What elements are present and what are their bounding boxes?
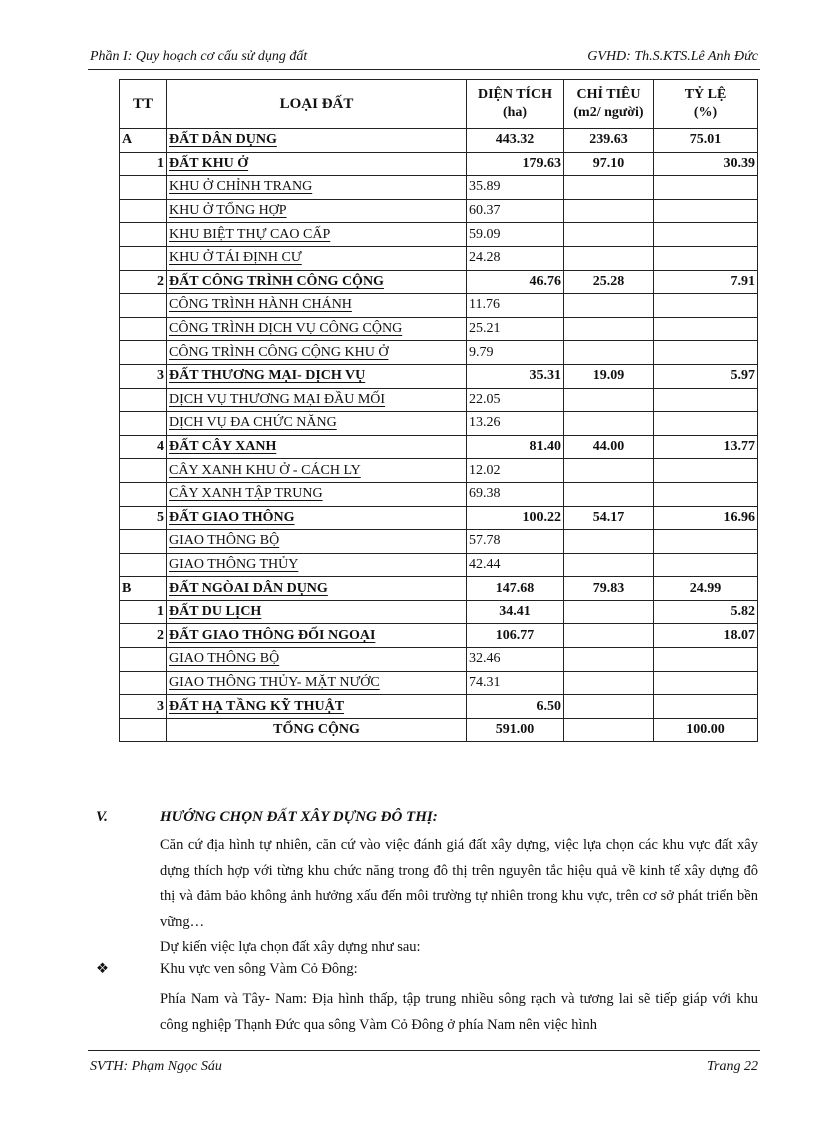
col-header-loai-dat: LOẠI ĐẤT (167, 80, 467, 129)
section-heading (96, 809, 438, 826)
row-tt (120, 412, 167, 436)
table-row (120, 553, 758, 577)
row-tt (120, 553, 167, 577)
row-tt: 1 (120, 152, 167, 176)
header-advisor: GVHD: Th.S.KTS.Lê Anh Đức (587, 49, 758, 64)
row-area: 25.21 (467, 317, 564, 341)
row-name: ĐẤT CÔNG TRÌNH CÔNG CỘNG (167, 270, 467, 294)
table-row-group (120, 506, 758, 530)
row-index (564, 459, 654, 483)
row-ratio (654, 294, 758, 318)
row-name: ĐẤT DÂN DỤNG (167, 129, 467, 153)
ty-le-unit: (%) (693, 105, 718, 120)
row-tt (120, 199, 167, 223)
row-ratio (654, 530, 758, 554)
table-row-group (120, 270, 758, 294)
row-area: 35.89 (467, 176, 564, 200)
row-tt: 3 (120, 364, 167, 388)
row-name: GIAO THÔNG BỘ (167, 648, 467, 672)
row-index (564, 246, 654, 270)
row-name: ĐẤT GIAO THÔNG ĐỐI NGOẠI (167, 624, 467, 648)
row-index (564, 317, 654, 341)
col-header-tt: TT (120, 80, 167, 129)
paragraph-1: Căn cứ địa hình tự nhiên, căn cứ vào việc đánh giá đất xây dựng, việc lựa chọn các khu vực đất xây dựng thích hợp với từng khu chức năng trong đô thị trên nguyên tắc hiệu quả về kinh tế xây dựng đô thị và đảm bảo không ảnh hưởng xấu đến môi trường tự nhiên trong khu vực, trên cơ sở phát triển bền vững… (160, 837, 758, 930)
table-row (120, 388, 758, 412)
row-name: KHU Ở CHỈNH TRANG (167, 176, 467, 200)
table-row (120, 176, 758, 200)
row-ratio (654, 412, 758, 436)
table-row (120, 459, 758, 483)
row-area: 59.09 (467, 223, 564, 247)
row-index (564, 294, 654, 318)
row-ratio (654, 695, 758, 719)
row-name: DỊCH VỤ ĐA CHỨC NĂNG (167, 412, 467, 436)
row-area: 6.50 (467, 695, 564, 719)
row-index (564, 648, 654, 672)
row-area: 32.46 (467, 648, 564, 672)
row-ratio (654, 223, 758, 247)
row-tt: A (120, 129, 167, 153)
row-tt (120, 671, 167, 695)
row-ratio: 24.99 (654, 577, 758, 601)
table-row-group (120, 624, 758, 648)
row-name: CÔNG TRÌNH CÔNG CỘNG KHU Ở (167, 341, 467, 365)
footer-rule (88, 1050, 760, 1051)
row-index (564, 695, 654, 719)
row-ratio (654, 648, 758, 672)
row-index (564, 671, 654, 695)
row-tt: 3 (120, 695, 167, 719)
row-index: 19.09 (564, 364, 654, 388)
row-index: 239.63 (564, 129, 654, 153)
total-area: 591.00 (467, 718, 564, 742)
row-area: 13.26 (467, 412, 564, 436)
row-name: CÂY XANH TẬP TRUNG (167, 482, 467, 506)
row-name: KHU BIỆT THỰ CAO CẤP (167, 223, 467, 247)
chi-tieu-label: CHỈ TIÊU (576, 87, 641, 102)
row-name: CÂY XANH KHU Ở - CÁCH LY (167, 459, 467, 483)
row-area: 147.68 (467, 577, 564, 601)
row-area: 100.22 (467, 506, 564, 530)
row-index (564, 199, 654, 223)
table-row-group (120, 364, 758, 388)
row-ratio (654, 246, 758, 270)
header-chapter: Phần I: Quy hoạch cơ cấu sử dụng đất (90, 49, 308, 64)
row-index (564, 482, 654, 506)
table-row (120, 199, 758, 223)
row-area: 81.40 (467, 435, 564, 459)
row-name: CÔNG TRÌNH DỊCH VỤ CÔNG CỘNG (167, 317, 467, 341)
row-name: ĐẤT CÂY XANH (167, 435, 467, 459)
row-ratio: 5.97 (654, 364, 758, 388)
table-row (120, 648, 758, 672)
total-index (564, 718, 654, 742)
row-index: 54.17 (564, 506, 654, 530)
row-name: DỊCH VỤ THƯƠNG MẠI ĐẦU MỐI (167, 388, 467, 412)
row-index (564, 388, 654, 412)
bullet-text: Khu vực ven sông Vàm Cỏ Đông: (160, 961, 358, 977)
col-header-ty-le (654, 80, 758, 129)
row-area: 69.38 (467, 482, 564, 506)
row-index (564, 176, 654, 200)
row-area: 34.41 (467, 600, 564, 624)
table-row-group (120, 695, 758, 719)
row-index (564, 600, 654, 624)
row-index (564, 341, 654, 365)
row-area: 74.31 (467, 671, 564, 695)
row-tt (120, 294, 167, 318)
row-ratio: 13.77 (654, 435, 758, 459)
row-name: ĐẤT DU LỊCH (167, 600, 467, 624)
row-index (564, 553, 654, 577)
row-name: ĐẤT THƯƠNG MẠI- DỊCH VỤ (167, 364, 467, 388)
row-index: 25.28 (564, 270, 654, 294)
row-tt: 5 (120, 506, 167, 530)
row-area: 12.02 (467, 459, 564, 483)
row-index: 97.10 (564, 152, 654, 176)
table-row-group (120, 435, 758, 459)
bullet-item (96, 961, 358, 978)
table-row (120, 223, 758, 247)
row-area: 24.28 (467, 246, 564, 270)
row-ratio (654, 459, 758, 483)
row-tt (120, 718, 167, 742)
row-ratio (654, 671, 758, 695)
row-tt (120, 530, 167, 554)
diamond-bullet-icon: ❖ (96, 961, 109, 977)
paragraph-3: Phía Nam và Tây- Nam: Địa hình thấp, tập trung nhiều sông rạch và tương lai sẽ tiếp giáp với khu công nghiệp Thạnh Đức qua sông Vàm Cỏ Đông ở phía Nam nên việc hình (160, 991, 758, 1033)
row-name: ĐẤT KHU Ở (167, 152, 467, 176)
col-header-chi-tieu (564, 80, 654, 129)
row-tt (120, 482, 167, 506)
row-name: GIAO THÔNG THỦY (167, 553, 467, 577)
row-area: 42.44 (467, 553, 564, 577)
table-row (120, 246, 758, 270)
row-ratio (654, 553, 758, 577)
table-row (120, 412, 758, 436)
row-ratio: 75.01 (654, 129, 758, 153)
table-row-group (120, 600, 758, 624)
row-name: GIAO THÔNG THỦY- MẶT NƯỚC (167, 671, 467, 695)
table-header-row (120, 80, 758, 129)
row-tt: 4 (120, 435, 167, 459)
row-ratio (654, 388, 758, 412)
row-tt: 2 (120, 624, 167, 648)
row-tt (120, 459, 167, 483)
page-number: Trang 22 (707, 1059, 758, 1074)
row-area: 22.05 (467, 388, 564, 412)
col-header-dien-tich (467, 80, 564, 129)
table-row-section-b (120, 577, 758, 601)
chi-tieu-unit: (m2/ người) (573, 105, 644, 120)
table-row (120, 341, 758, 365)
table-row (120, 482, 758, 506)
row-index (564, 223, 654, 247)
row-ratio: 16.96 (654, 506, 758, 530)
table-row (120, 294, 758, 318)
row-tt (120, 176, 167, 200)
row-name: ĐẤT HẠ TẦNG KỸ THUẬT (167, 695, 467, 719)
total-label: TỔNG CỘNG (167, 718, 467, 742)
row-index (564, 530, 654, 554)
row-area: 57.78 (467, 530, 564, 554)
row-area: 11.76 (467, 294, 564, 318)
table-row (120, 530, 758, 554)
row-tt (120, 388, 167, 412)
row-index: 44.00 (564, 435, 654, 459)
row-tt (120, 246, 167, 270)
row-area: 106.77 (467, 624, 564, 648)
row-ratio (654, 341, 758, 365)
dien-tich-unit: (ha) (502, 105, 528, 120)
section-title: HƯỚNG CHỌN ĐẤT XÂY DỰNG ĐÔ THỊ: (160, 809, 438, 825)
row-area: 35.31 (467, 364, 564, 388)
row-ratio (654, 482, 758, 506)
row-name: GIAO THÔNG BỘ (167, 530, 467, 554)
row-ratio (654, 317, 758, 341)
row-area: 46.76 (467, 270, 564, 294)
paragraph-2: Dự kiến việc lựa chọn đất xây dựng như sau: (160, 939, 421, 955)
row-area: 9.79 (467, 341, 564, 365)
row-name: ĐẤT GIAO THÔNG (167, 506, 467, 530)
table-row-total (120, 718, 758, 742)
row-tt: 1 (120, 600, 167, 624)
row-ratio (654, 176, 758, 200)
header-rule (88, 69, 760, 70)
dien-tich-label: DIỆN TÍCH (477, 87, 553, 102)
row-area: 60.37 (467, 199, 564, 223)
footer-student: SVTH: Phạm Ngọc Sáu (90, 1059, 222, 1074)
row-index (564, 624, 654, 648)
row-index: 79.83 (564, 577, 654, 601)
row-ratio: 5.82 (654, 600, 758, 624)
row-area: 443.32 (467, 129, 564, 153)
row-ratio: 18.07 (654, 624, 758, 648)
row-name: KHU Ở TÁI ĐỊNH CƯ (167, 246, 467, 270)
row-ratio: 7.91 (654, 270, 758, 294)
row-ratio (654, 199, 758, 223)
table-row-section-a (120, 129, 758, 153)
row-tt (120, 648, 167, 672)
row-name: KHU Ở TỔNG HỢP (167, 199, 467, 223)
table-row (120, 671, 758, 695)
land-use-table (119, 79, 758, 742)
row-tt (120, 317, 167, 341)
row-area: 179.63 (467, 152, 564, 176)
section-number: V. (96, 809, 108, 825)
table-row-group (120, 152, 758, 176)
table-row (120, 317, 758, 341)
row-tt (120, 223, 167, 247)
row-tt: 2 (120, 270, 167, 294)
total-ratio: 100.00 (654, 718, 758, 742)
row-tt (120, 341, 167, 365)
row-index (564, 412, 654, 436)
row-name: ĐẤT NGÒAI DÂN DỤNG (167, 577, 467, 601)
row-name: CÔNG TRÌNH HÀNH CHÁNH (167, 294, 467, 318)
ty-le-label: TỶ LỆ (684, 87, 727, 102)
row-tt: B (120, 577, 167, 601)
row-ratio: 30.39 (654, 152, 758, 176)
